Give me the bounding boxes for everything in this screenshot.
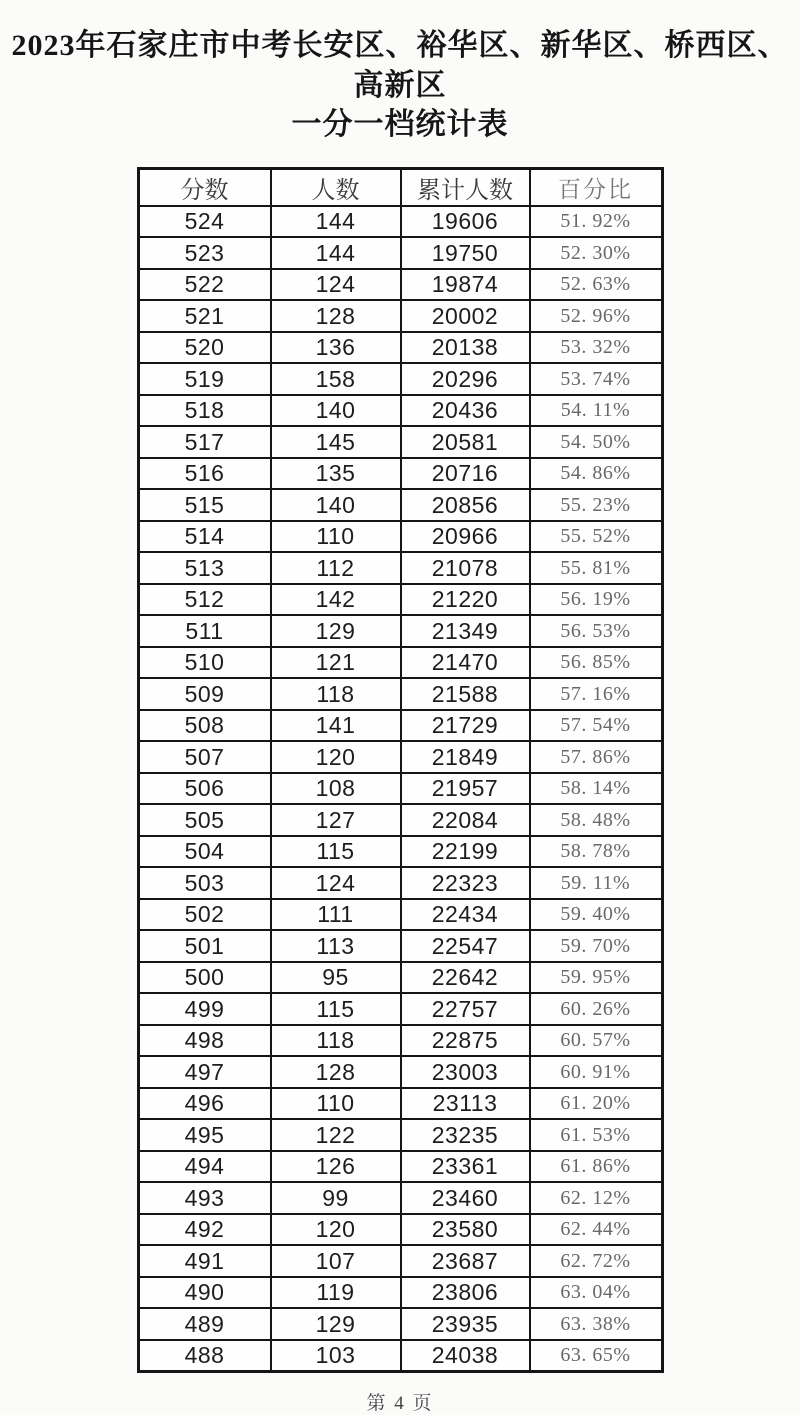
table-cell: 120 [271, 1214, 401, 1246]
table-cell: 115 [271, 993, 401, 1025]
table-cell: 59. 40% [530, 899, 663, 931]
table-cell: 124 [271, 867, 401, 899]
table-cell: 59. 70% [530, 930, 663, 962]
table-cell: 63. 38% [530, 1308, 663, 1340]
table-cell: 490 [138, 1277, 271, 1309]
table-cell: 24038 [401, 1340, 530, 1372]
table-cell: 110 [271, 1088, 401, 1120]
table-row [138, 1277, 662, 1309]
table-cell: 135 [271, 458, 401, 490]
table-cell: 21078 [401, 552, 530, 584]
table-cell: 142 [271, 584, 401, 616]
table-row [138, 1182, 662, 1214]
table-cell: 23687 [401, 1245, 530, 1277]
table-cell: 129 [271, 615, 401, 647]
table-row [138, 1340, 662, 1372]
table-cell: 516 [138, 458, 271, 490]
page-title-line2: 一分一档统计表 [291, 108, 509, 142]
table-cell: 22757 [401, 993, 530, 1025]
table-cell: 509 [138, 678, 271, 710]
table-cell: 20966 [401, 521, 530, 553]
table-cell: 128 [271, 300, 401, 332]
table-cell: 62. 12% [530, 1182, 663, 1214]
column-header-2: 人数 [271, 168, 401, 206]
table-row [138, 899, 662, 931]
table-header-row [138, 168, 662, 206]
table-row [138, 458, 662, 490]
table-cell: 508 [138, 710, 271, 742]
table-cell: 128 [271, 1056, 401, 1088]
table-row [138, 1214, 662, 1246]
table-cell: 493 [138, 1182, 271, 1214]
table-cell: 21588 [401, 678, 530, 710]
table-cell: 492 [138, 1214, 271, 1246]
table-cell: 517 [138, 426, 271, 458]
table-cell: 110 [271, 521, 401, 553]
table-cell: 119 [271, 1277, 401, 1309]
table-cell: 54. 86% [530, 458, 663, 490]
table-cell: 20581 [401, 426, 530, 458]
table-row [138, 741, 662, 773]
table-cell: 58. 48% [530, 804, 663, 836]
table-row [138, 710, 662, 742]
table-cell: 57. 16% [530, 678, 663, 710]
column-header-1: 分数 [138, 168, 271, 206]
page-number: 第 4 页 [366, 1393, 434, 1415]
table-cell: 115 [271, 836, 401, 868]
table-cell: 514 [138, 521, 271, 553]
table-cell: 22199 [401, 836, 530, 868]
table-row [138, 930, 662, 962]
table-cell: 21729 [401, 710, 530, 742]
table-cell: 53. 74% [530, 363, 663, 395]
table-row [138, 489, 662, 521]
table-cell: 61. 20% [530, 1088, 663, 1120]
table-row [138, 300, 662, 332]
table-row [138, 678, 662, 710]
table-row [138, 363, 662, 395]
table-cell: 112 [271, 552, 401, 584]
table-cell: 61. 86% [530, 1151, 663, 1183]
table-cell: 519 [138, 363, 271, 395]
table-row [138, 1056, 662, 1088]
table-cell: 51. 92% [530, 206, 663, 238]
table-row [138, 332, 662, 364]
table-cell: 489 [138, 1308, 271, 1340]
page-title [0, 0, 800, 145]
table-row [138, 804, 662, 836]
table-cell: 118 [271, 678, 401, 710]
table-cell: 99 [271, 1182, 401, 1214]
table-cell: 55. 52% [530, 521, 663, 553]
table-row [138, 867, 662, 899]
table-cell: 502 [138, 899, 271, 931]
table-cell: 60. 26% [530, 993, 663, 1025]
table-cell: 22547 [401, 930, 530, 962]
table-row [138, 1245, 662, 1277]
table-cell: 59. 95% [530, 962, 663, 994]
table-row [138, 615, 662, 647]
table-cell: 52. 63% [530, 269, 663, 301]
table-cell: 129 [271, 1308, 401, 1340]
table-cell: 108 [271, 773, 401, 805]
table-cell: 507 [138, 741, 271, 773]
table-cell: 19606 [401, 206, 530, 238]
table-cell: 23361 [401, 1151, 530, 1183]
table-cell: 55. 81% [530, 552, 663, 584]
column-header-4: 百分比 [530, 168, 663, 206]
table-cell: 22084 [401, 804, 530, 836]
table-cell: 22875 [401, 1025, 530, 1057]
table-cell: 57. 54% [530, 710, 663, 742]
table-cell: 58. 14% [530, 773, 663, 805]
table-cell: 111 [271, 899, 401, 931]
table-cell: 499 [138, 993, 271, 1025]
table-cell: 122 [271, 1119, 401, 1151]
table-cell: 56. 19% [530, 584, 663, 616]
table-cell: 52. 96% [530, 300, 663, 332]
table-cell: 21957 [401, 773, 530, 805]
table-cell: 505 [138, 804, 271, 836]
table-row [138, 1025, 662, 1057]
table-cell: 60. 57% [530, 1025, 663, 1057]
table-cell: 59. 11% [530, 867, 663, 899]
table-cell: 510 [138, 647, 271, 679]
table-cell: 23460 [401, 1182, 530, 1214]
table-cell: 21470 [401, 647, 530, 679]
table-cell: 521 [138, 300, 271, 332]
table-cell: 20436 [401, 395, 530, 427]
table-cell: 127 [271, 804, 401, 836]
table-row [138, 395, 662, 427]
table-cell: 19874 [401, 269, 530, 301]
table-cell: 118 [271, 1025, 401, 1057]
table-cell: 503 [138, 867, 271, 899]
table-cell: 63. 04% [530, 1277, 663, 1309]
table-cell: 126 [271, 1151, 401, 1183]
table-cell: 158 [271, 363, 401, 395]
table-row [138, 1088, 662, 1120]
table-cell: 501 [138, 930, 271, 962]
table-cell: 61. 53% [530, 1119, 663, 1151]
table-cell: 23935 [401, 1308, 530, 1340]
table-row [138, 836, 662, 868]
page-title-line1: 2023年石家庄市中考长安区、裕华区、新华区、桥西区、高新区 [11, 29, 789, 102]
table-cell: 23235 [401, 1119, 530, 1151]
table-cell: 23003 [401, 1056, 530, 1088]
table-cell: 144 [271, 237, 401, 269]
table-cell: 124 [271, 269, 401, 301]
table-cell: 121 [271, 647, 401, 679]
table-cell: 497 [138, 1056, 271, 1088]
table-cell: 56. 85% [530, 647, 663, 679]
table-cell: 511 [138, 615, 271, 647]
table-cell: 491 [138, 1245, 271, 1277]
table-cell: 518 [138, 395, 271, 427]
table-cell: 500 [138, 962, 271, 994]
table-cell: 141 [271, 710, 401, 742]
table-cell: 62. 44% [530, 1214, 663, 1246]
table-cell: 140 [271, 489, 401, 521]
table-cell: 95 [271, 962, 401, 994]
table-cell: 60. 91% [530, 1056, 663, 1088]
table-cell: 145 [271, 426, 401, 458]
table-cell: 58. 78% [530, 836, 663, 868]
table-cell: 506 [138, 773, 271, 805]
table-row [138, 773, 662, 805]
table-body [138, 206, 662, 1372]
table-row [138, 1308, 662, 1340]
table-row [138, 647, 662, 679]
table-cell: 54. 50% [530, 426, 663, 458]
table-cell: 21349 [401, 615, 530, 647]
table-cell: 113 [271, 930, 401, 962]
table-cell: 513 [138, 552, 271, 584]
table-cell: 523 [138, 237, 271, 269]
table-cell: 53. 32% [530, 332, 663, 364]
table-cell: 103 [271, 1340, 401, 1372]
table-cell: 19750 [401, 237, 530, 269]
table-row [138, 1151, 662, 1183]
table-cell: 20716 [401, 458, 530, 490]
table-cell: 504 [138, 836, 271, 868]
table-cell: 520 [138, 332, 271, 364]
table-row [138, 584, 662, 616]
table-cell: 512 [138, 584, 271, 616]
table-cell: 488 [138, 1340, 271, 1372]
table-cell: 22434 [401, 899, 530, 931]
table-cell: 63. 65% [530, 1340, 663, 1372]
table-row [138, 552, 662, 584]
table-cell: 52. 30% [530, 237, 663, 269]
table-cell: 23580 [401, 1214, 530, 1246]
table-row [138, 993, 662, 1025]
table-cell: 22323 [401, 867, 530, 899]
table-cell: 498 [138, 1025, 271, 1057]
table-row [138, 269, 662, 301]
table-cell: 522 [138, 269, 271, 301]
table-cell: 120 [271, 741, 401, 773]
table-cell: 23113 [401, 1088, 530, 1120]
table-cell: 495 [138, 1119, 271, 1151]
score-distribution-table [137, 167, 664, 1374]
table-cell: 136 [271, 332, 401, 364]
table-cell: 54. 11% [530, 395, 663, 427]
table-cell: 22642 [401, 962, 530, 994]
table-cell: 524 [138, 206, 271, 238]
table-cell: 494 [138, 1151, 271, 1183]
table-cell: 20296 [401, 363, 530, 395]
table-cell: 62. 72% [530, 1245, 663, 1277]
table-row [138, 426, 662, 458]
table-cell: 23806 [401, 1277, 530, 1309]
table-row [138, 962, 662, 994]
table-cell: 144 [271, 206, 401, 238]
table-cell: 496 [138, 1088, 271, 1120]
table-cell: 21849 [401, 741, 530, 773]
table-row [138, 521, 662, 553]
table-cell: 57. 86% [530, 741, 663, 773]
table-cell: 56. 53% [530, 615, 663, 647]
table-cell: 20002 [401, 300, 530, 332]
table-cell: 55. 23% [530, 489, 663, 521]
table-cell: 20856 [401, 489, 530, 521]
table-row [138, 1119, 662, 1151]
table-cell: 515 [138, 489, 271, 521]
column-header-3: 累计人数 [401, 168, 530, 206]
table-cell: 140 [271, 395, 401, 427]
table-cell: 107 [271, 1245, 401, 1277]
table-row [138, 206, 662, 238]
table-cell: 20138 [401, 332, 530, 364]
table-cell: 21220 [401, 584, 530, 616]
table-row [138, 237, 662, 269]
